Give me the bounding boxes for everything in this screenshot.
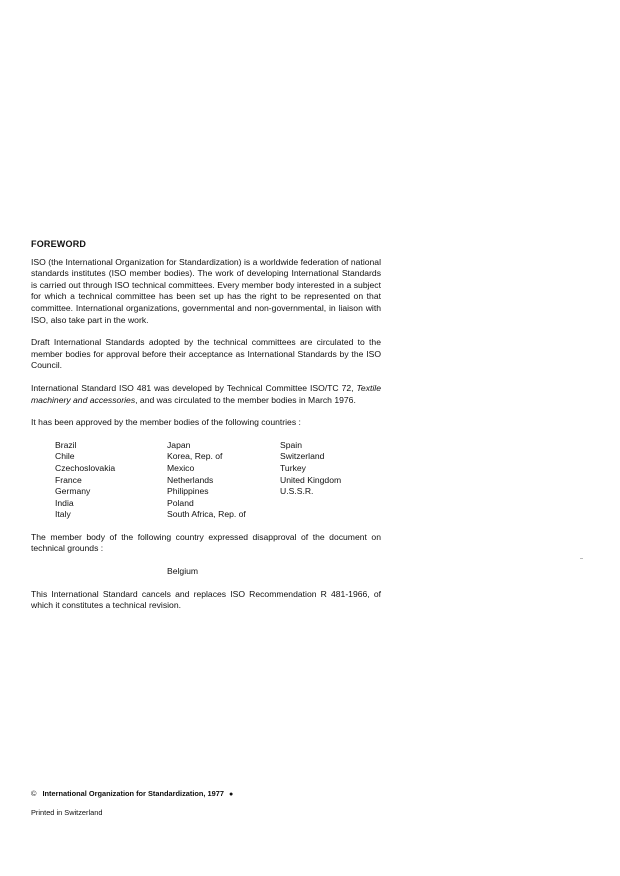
country-item: Philippines xyxy=(167,486,209,497)
draft-paragraph: Draft International Standards adopted by the technical committees are circulated to the member bodies for approval before their acceptance as International Standards by the ISO Council. xyxy=(31,337,381,371)
committee-title: Textile machinery and accessories xyxy=(31,382,381,405)
copyright-text: International Organization for Standardization, 1977 xyxy=(42,789,224,798)
printed-in: Printed in Switzerland xyxy=(31,808,103,817)
country-item: Japan xyxy=(167,439,191,450)
development-paragraph xyxy=(31,383,381,406)
revision-paragraph: This International Standard cancels and replaces ISO Recommendation R 481-1966, of which it constitutes a technical revision. xyxy=(31,588,381,611)
country-item: South Africa, Rep. of xyxy=(167,509,246,520)
country-item: France xyxy=(55,474,82,485)
country-item: Spain xyxy=(280,439,302,450)
development-text-suffix: , and was circulated to the member bodies in March 1976. xyxy=(135,394,356,405)
copyright-symbol: © xyxy=(31,789,37,798)
country-column-1 xyxy=(55,440,167,521)
intro-paragraph: ISO (the International Organization for Standardization) is a worldwide federation of national standards institutes (ISO member bodies). The work of developing International Standards is carried out through ISO technical committees. Every member body interested in a subject for which a technical committee has been set up has the right to be represented on that committee. International organizations, governmental and non-governmental, in liaison with ISO, also take part in the work. xyxy=(31,256,381,325)
country-item: U.S.S.R. xyxy=(280,486,314,497)
country-item: Chile xyxy=(55,451,75,462)
country-item: Mexico xyxy=(167,462,195,473)
bullet-icon: ● xyxy=(228,791,234,798)
development-text-prefix: International Standard ISO 481 was developed by Technical Committee ISO/TC 72, xyxy=(31,382,357,393)
country-item: India xyxy=(55,497,74,508)
foreword-heading: FOREWORD xyxy=(31,239,87,249)
country-column-3 xyxy=(280,440,390,521)
country-item: Brazil xyxy=(55,439,77,450)
approving-countries-list xyxy=(55,440,381,521)
margin-mark xyxy=(580,558,583,559)
country-item: Germany xyxy=(55,486,91,497)
country-item: United Kingdom xyxy=(280,474,342,485)
copyright-line xyxy=(31,789,233,798)
approval-paragraph: It has been approved by the member bodies of the following countries : xyxy=(31,417,301,428)
country-item: Poland xyxy=(167,497,194,508)
country-item: Italy xyxy=(55,509,71,520)
country-column-2 xyxy=(167,440,280,521)
foreword-section xyxy=(31,239,381,623)
country-item: Czechoslovakia xyxy=(55,462,116,473)
country-item: Turkey xyxy=(280,462,306,473)
country-item: Netherlands xyxy=(167,474,214,485)
disapproval-paragraph: The member body of the following country expressed disapproval of the document on technical grounds : xyxy=(31,531,381,554)
disapproving-country: Belgium xyxy=(167,566,199,577)
country-item: Switzerland xyxy=(280,451,325,462)
country-item: Korea, Rep. of xyxy=(167,451,223,462)
